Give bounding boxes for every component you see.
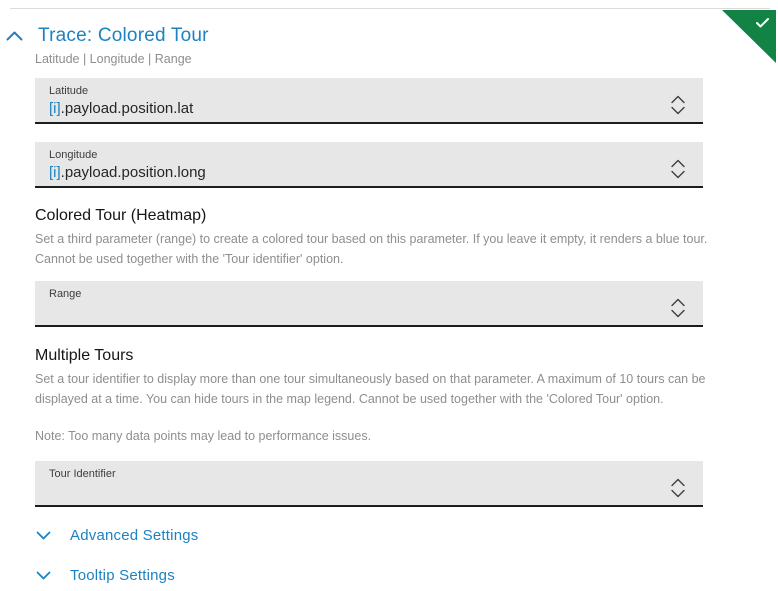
tooltip-settings-expander[interactable] (36, 567, 175, 584)
colored-tour-heading: Colored Tour (Heatmap) (35, 207, 207, 224)
latitude-value-rest: .payload.position.lat (60, 100, 194, 117)
longitude-value-prefix: [i] (49, 164, 61, 181)
chevron-up-icon[interactable] (671, 294, 685, 302)
chevron-down-icon[interactable] (671, 166, 685, 174)
range-field[interactable] (35, 281, 703, 327)
multiple-tours-description: Set a tour identifier to display more than one tour simultaneously based on that parameter. A maximum of 10 tours can be displayed at a time. You can hide tours in the map legend. Cannot be used together with the 'Colored Tour' option. (35, 372, 706, 406)
latitude-label: Latitude (49, 85, 89, 97)
tour-identifier-label: Tour Identifier (49, 468, 116, 480)
tour-identifier-stepper (671, 474, 685, 493)
range-stepper (671, 294, 685, 313)
collapse-button[interactable] (6, 25, 23, 47)
chevron-down-icon[interactable] (671, 305, 685, 313)
range-label: Range (49, 288, 82, 300)
status-badge (722, 10, 776, 63)
multiple-tours-heading: Multiple Tours (35, 347, 134, 364)
colored-tour-description: Set a third parameter (range) to create a colored tour based on this parameter. If you leave it empty, it renders a blue tour. Cannot be used together with the 'Tour identifier' option. (35, 232, 708, 266)
chevron-up-icon[interactable] (671, 155, 685, 163)
latitude-field[interactable] (35, 78, 703, 124)
chevron-up-icon (6, 31, 23, 41)
longitude-stepper (671, 155, 685, 174)
section-header (6, 25, 209, 47)
longitude-value-rest: .payload.position.long (60, 164, 206, 181)
latitude-value (49, 100, 663, 117)
chevron-down-icon (36, 531, 53, 540)
advanced-settings-label: Advanced Settings (70, 527, 199, 544)
advanced-settings-expander[interactable] (36, 527, 198, 544)
header-subtitle: Latitude | Longitude | Range (35, 52, 192, 66)
chevron-down-icon[interactable] (671, 102, 685, 110)
chevron-down-icon[interactable] (671, 485, 685, 493)
check-icon (756, 18, 769, 28)
tour-identifier-field[interactable] (35, 461, 703, 507)
multiple-tours-note: Note: Too many data points may lead to performance issues. (35, 429, 372, 443)
latitude-value-prefix: [i] (49, 100, 61, 117)
chevron-down-icon (36, 571, 53, 580)
chevron-up-icon[interactable] (671, 474, 685, 482)
longitude-label: Longitude (49, 149, 98, 161)
page-title[interactable]: Trace: Colored Tour (38, 25, 209, 46)
top-divider (10, 8, 770, 9)
latitude-stepper (671, 91, 685, 110)
longitude-field[interactable] (35, 142, 703, 188)
longitude-value (49, 164, 663, 181)
tooltip-settings-label: Tooltip Settings (70, 567, 175, 584)
chevron-up-icon[interactable] (671, 91, 685, 99)
